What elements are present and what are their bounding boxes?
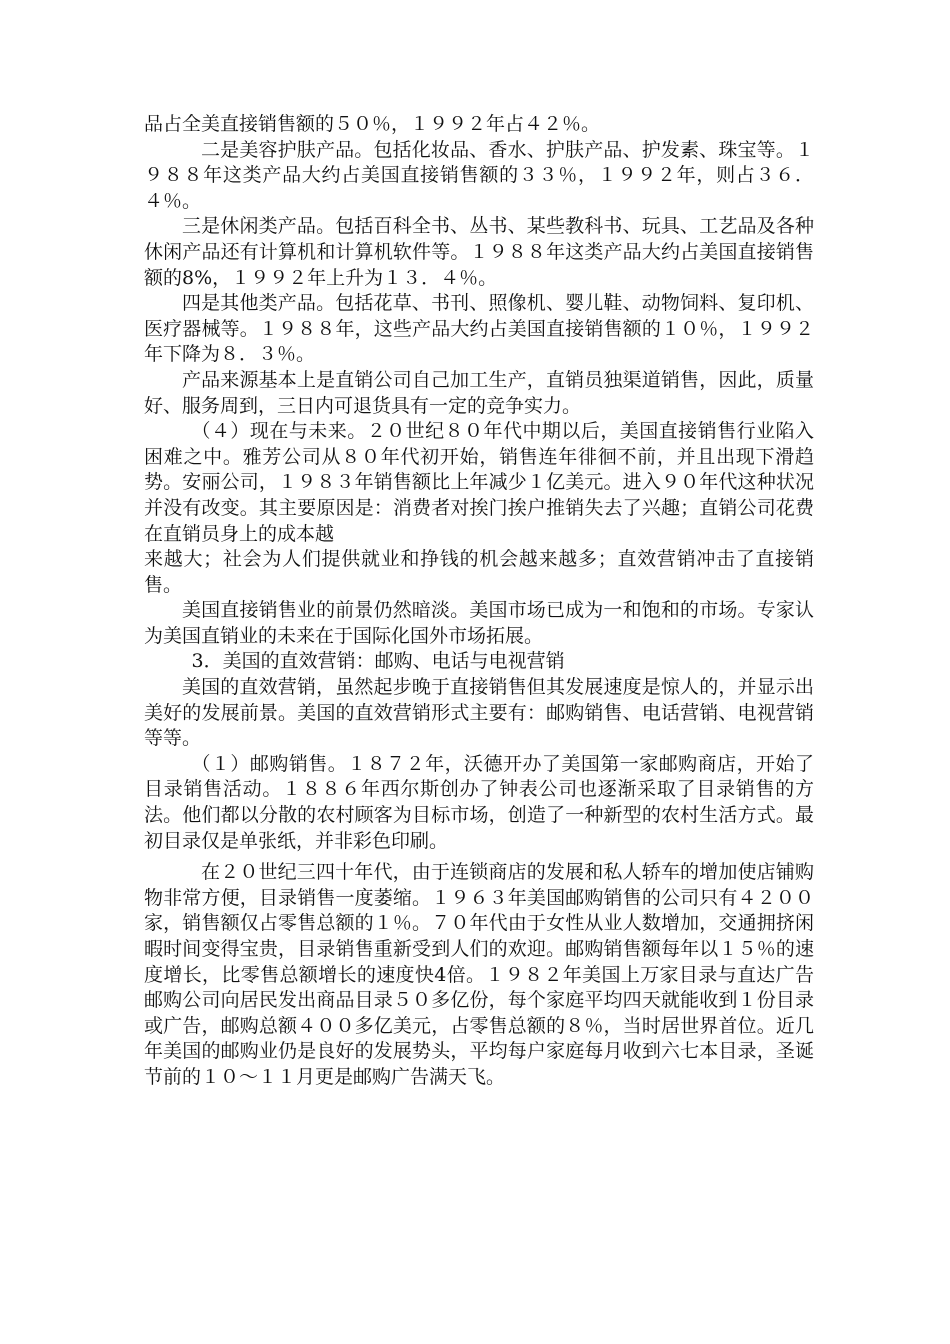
paragraph-8: 美国直接销售业的前景仍然暗淡。美国市场已成为一和饱和的市场。专家认为美国直销业的未来在于国际化国外市场拓展。 [144, 599, 814, 647]
paragraph-2: 二是美容护肤产品。包括化妆品、香水、护肤产品、护发素、珠宝等。１９８８年这类产品大约占美国直接销售额的３３％，１９９２年，则占３６．４％。 [144, 138, 814, 212]
paragraph-3: 三是休闲类产品。包括百科全书、丛书、某些教科书、玩具、工艺品及各种休闲产品还有计算机和计算机软件等。１９８８年这类产品大约占美国直接销售额的8%，１９９２年上升为１３．４％。 [144, 215, 814, 289]
paragraph-5: 产品来源基本上是直销公司自己加工生产，直销员独渠道销售，因此，质量好、服务周到，三日内可退货具有一定的竞争实力。 [144, 368, 814, 417]
section-heading: 3．美国的直效营销：邮购、电话与电视营销 [191, 650, 565, 673]
document-body [144, 112, 814, 1091]
paragraph-10: （１）邮购销售。１８７２年，沃德开办了美国第一家邮购商店，开始了目录销售活动。１８８６年西尔斯创办了钟表公司也逐渐采取了目录销售的方法。他们都以分散的农村顾客为目标市场，创造了一种新型的农村生活方式。最初目录仅是单张纸，并非彩色印刷。 [144, 752, 814, 852]
paragraph-1: 品占全美直接销售额的５０％，１９９２年占４２％。 [144, 113, 601, 135]
paragraph-4: 四是其他类产品。包括花草、书刊、照像机、婴儿鞋、动物饲料、复印机、医疗器械等。１９８８年，这些产品大约占美国直接销售额的１０％，１９９２年下降为８．３％。 [144, 292, 814, 366]
paragraph-7: 来越大；社会为人们提供就业和挣钱的机会越来越多；直效营销冲击了直接销售。 [144, 548, 814, 596]
paragraph-6: （４）现在与未来。２０世纪８０年代中期以后，美国直接销售行业陷入困难之中。雅芳公司从８０年代初开始，销售连年徘徊不前，并且出现下滑趋势。安丽公司，１９８３年销售额比上年减少１亿美元。进入９０年代这种状况并没有改变。其主要原因是：消费者对挨门挨户推销失去了兴趣；直销公司花费在直销员身上的成本越 [144, 420, 814, 545]
paragraph-11: 在２０世纪三四十年代，由于连锁商店的发展和私人轿车的增加使店铺购物非常方便，目录销售一度萎缩。１９６３年美国邮购销售的公司只有４２００家，销售额仅占零售总额的１％。７０年代由于女性从业人数增加，交通拥挤闲暇时间变得宝贵，目录销售重新受到人们的欢迎。邮购销售额每年以１５％的速度增长，比零售总额增长的速度快4倍。１９８２年美国上万家目录与直达广告邮购公司向居民发出商品目录５０多亿份，每个家庭平均四天就能收到１份目录或广告，邮购总额４００多亿美元，占零售总额的８％，当时居世界首位。近几年美国的邮购业仍是良好的发展势头，平均每户家庭每月收到六七本目录，圣诞节前的１０～１１月更是邮购广告满天飞。 [144, 861, 814, 1088]
paragraph-9: 美国的直效营销，虽然起步晚于直接销售但其发展速度是惊人的，并显示出美好的发展前景。美国的直效营销形式主要有：邮购销售、电话营销、电视营销等等。 [144, 676, 814, 750]
